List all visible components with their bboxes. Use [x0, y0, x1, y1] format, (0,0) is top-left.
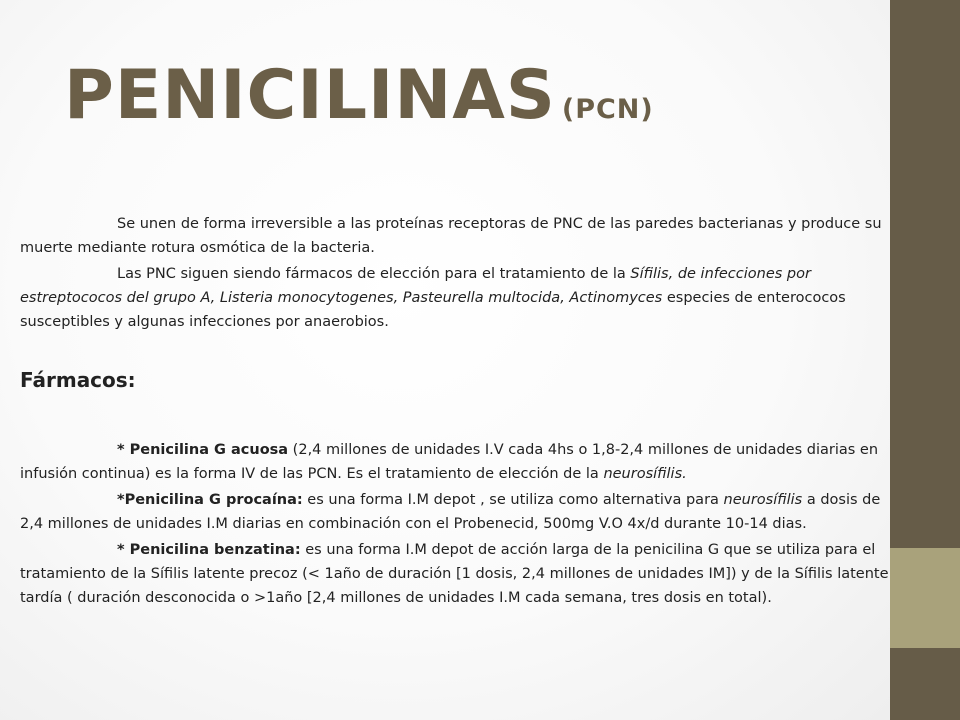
- title-subtitle: (PCN): [561, 94, 654, 125]
- drug-name: *Penicilina G procaína:: [117, 492, 303, 508]
- drug-list: [20, 438, 905, 610]
- drug-description: es una forma I.M depot de acción larga de la penicilina G que se utiliza para el tratamiento de la Sífilis latente precoz (< 1año de duración [1 dosis, 2,4 millones de unidades IM]) y de la Sífilis latente tardía ( duración desconocida o >1año [2,4 millones de unidades I.M cada semana, tres dosis en total).: [20, 542, 889, 606]
- drug-name: * Penicilina benzatina:: [117, 542, 301, 558]
- intro-text: [20, 212, 905, 334]
- drug-item-penicilina-benzatina: [20, 538, 905, 610]
- intro-paragraph-mechanism: Se unen de forma irreversible a las proteínas receptoras de PNC de las paredes bacterianas y produce su muerte mediante rotura osmótica de la bacteria.: [20, 216, 882, 256]
- indications-organisms: Sífilis, de infecciones por estreptococos del grupo A, Listeria monocytogenes, Pasteurella multocida, Actinomyces: [20, 266, 811, 306]
- intro-paragraph-indications: [20, 262, 905, 334]
- drug-description: es una forma I.M depot , se utiliza como alternativa para: [302, 492, 724, 508]
- drug-description-italic: neurosífilis.: [603, 466, 687, 482]
- drug-item-penicilina-g-procaina: [20, 488, 905, 536]
- drug-item-penicilina-g-acuosa: [20, 438, 905, 486]
- side-band-bottom: [890, 648, 960, 720]
- title-main: PENICILINAS: [64, 56, 556, 135]
- page-title: [64, 56, 654, 135]
- drug-description-end: a dosis de 2,4 millones de unidades I.M diarias en combinación con el Probenecid, 500mg V.O 4x/d durante 10-14 dias.: [20, 492, 881, 532]
- farmacos-heading: Fármacos:: [20, 368, 136, 392]
- drug-description-italic: neurosífilis: [723, 492, 803, 508]
- indications-text-end: especies de enterococos susceptibles y algunas infecciones por anaerobios.: [20, 290, 846, 330]
- drug-description: (2,4 millones de unidades I.V cada 4hs o 1,8-2,4 millones de unidades diarias en infusión continua) es la forma IV de las PCN. Es el tratamiento de elección de la: [20, 442, 879, 482]
- drug-name: * Penicilina G acuosa: [117, 442, 289, 458]
- indications-text-start: Las PNC siguen siendo fármacos de elección para el tratamiento de la: [117, 266, 631, 282]
